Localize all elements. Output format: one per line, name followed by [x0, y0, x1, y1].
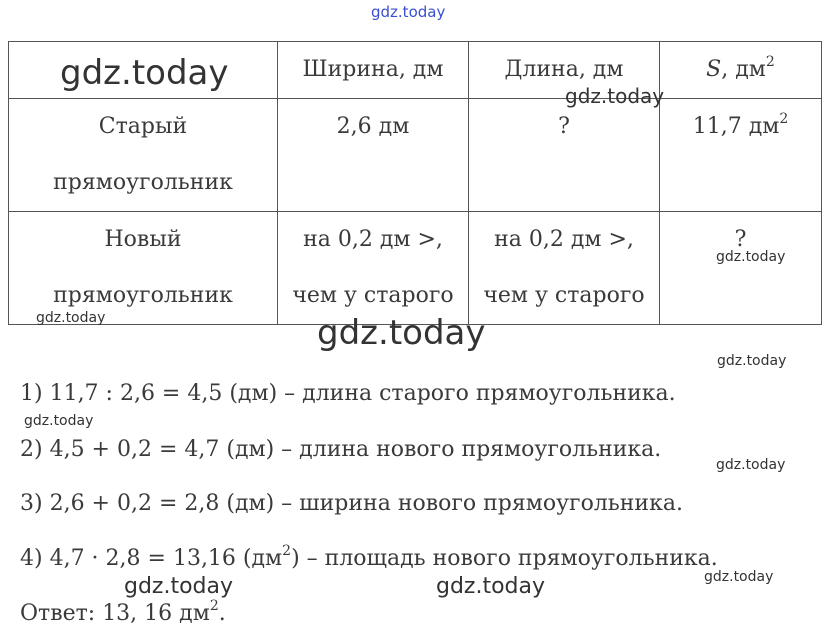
watermark: gdz.today: [124, 574, 234, 599]
watermark-top: gdz.today: [371, 3, 446, 21]
solution-step-4: [20, 542, 718, 571]
table-row: [9, 212, 822, 325]
label-line: прямоугольник: [53, 170, 233, 195]
answer-end: .: [218, 601, 226, 626]
step4-description: ) – площадь нового прямоугольника.: [291, 546, 718, 571]
watermark: gdz.today: [565, 84, 665, 108]
old-length: ?: [469, 99, 660, 212]
old-area-exponent: 2: [779, 110, 789, 127]
new-area: ?: [660, 212, 822, 325]
watermark: gdz.today: [704, 569, 774, 585]
watermark: gdz.today: [36, 310, 106, 326]
header-width: Ширина, дм: [278, 42, 469, 99]
label-line: Старый: [98, 114, 188, 139]
watermark: gdz.today: [436, 574, 546, 599]
header-length: Длина, дм: [469, 42, 660, 99]
cell-line: на 0,2 дм >,: [303, 227, 443, 252]
table-row: [9, 99, 822, 212]
step4-exponent: 2: [282, 542, 292, 559]
header-area: [660, 42, 822, 99]
label-line: прямоугольник: [53, 283, 233, 308]
step4-expression: 4) 4,7 · 2,8 = 13,16 (дм: [20, 546, 283, 571]
old-width: 2,6 дм: [278, 99, 469, 212]
area-unit-exponent: 2: [765, 53, 775, 70]
watermark: gdz.today: [716, 249, 786, 265]
solution-step-1: 1) 11,7 : 2,6 = 4,5 (дм) – длина старого прямоугольника.: [20, 381, 676, 406]
cell-line: чем у старого: [292, 283, 454, 308]
answer-exponent: 2: [209, 597, 219, 614]
watermark: gdz.today: [717, 353, 787, 369]
solution-step-2: 2) 4,5 + 0,2 = 4,7 (дм) – длина нового прямоугольника.: [20, 437, 662, 462]
watermark: gdz.today: [317, 313, 486, 353]
solution-step-3: 3) 2,6 + 0,2 = 2,8 (дм) – ширина нового прямоугольника.: [20, 491, 683, 516]
watermark: gdz.today: [60, 53, 229, 93]
cell-line: чем у старого: [483, 283, 645, 308]
old-area: [660, 99, 822, 212]
label-line: Новый: [104, 227, 182, 252]
answer: [20, 597, 226, 626]
answer-text: Ответ: 13, 16 дм: [20, 601, 210, 626]
old-rectangle-label: [9, 99, 278, 212]
watermark: gdz.today: [716, 457, 786, 473]
watermark: gdz.today: [24, 413, 94, 429]
new-rectangle-label: [9, 212, 278, 325]
cell-line: на 0,2 дм >,: [494, 227, 634, 252]
old-area-value: 11,7 дм: [692, 114, 780, 139]
area-unit: , дм: [721, 57, 766, 82]
area-symbol: S: [706, 57, 722, 82]
new-width: [278, 212, 469, 325]
new-length: [469, 212, 660, 325]
